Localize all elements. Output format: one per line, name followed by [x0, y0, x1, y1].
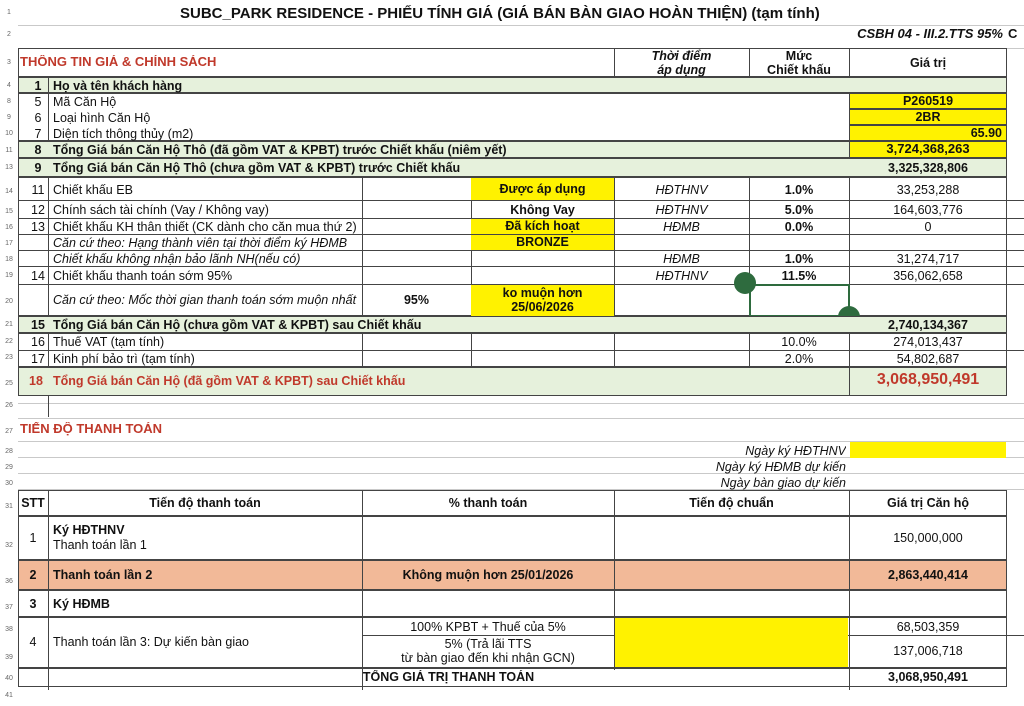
row-number: 21 [5, 321, 13, 328]
unit-type-label: Loại hình Căn Hộ [53, 111, 151, 125]
row-no: 18 [29, 374, 43, 388]
page-title: SUBC_PARK RESIDENCE - PHIẾU TÍNH GIÁ (GIÁ BÁN BÀN GIAO HOÀN THIỆN) (tạm tính) [180, 5, 820, 22]
list-price-value: 3,724,368,263 [849, 141, 1007, 158]
row-number: 19 [5, 272, 13, 279]
finance-policy-rate: 5.0% [784, 203, 814, 217]
row-number: 36 [5, 578, 13, 585]
payment-2-value: 2,863,440,414 [888, 568, 968, 582]
payment-1-sub: Thanh toán lần 1 [53, 538, 147, 552]
row-number: 10 [5, 130, 13, 137]
selection-handle-top-left[interactable] [734, 272, 756, 294]
total-price-label: Tổng Giá bán Căn Hộ (đã gồm VAT & KPBT) sau Chiết khấu [53, 374, 406, 388]
row-number: 29 [5, 464, 13, 471]
maintenance-rate: 2.0% [784, 352, 814, 366]
early-pay-deadline: ko muộn hơn 25/06/2026 [471, 285, 614, 316]
row-no: 17 [31, 352, 45, 366]
section-price-header: THÔNG TIN GIÁ & CHÍNH SÁCH [20, 55, 217, 69]
customer-name-label: Họ và tên khách hàng [53, 79, 183, 93]
row-no: 11 [31, 183, 45, 197]
row-number: 13 [5, 164, 13, 171]
loyal-discount-label: Chiết khấu KH thân thiết (CK dành cho căn mua thứ 2) [53, 220, 357, 234]
list-price-label: Tổng Giá bán Căn Hộ Thô (đã gồm VAT & KPBT) trước Chiết khấu (niêm yết) [53, 143, 507, 157]
row-no: 12 [31, 203, 45, 217]
early-pay-value: 356,062,658 [893, 269, 963, 283]
payment-stt: 1 [29, 531, 37, 545]
row-no: 8 [34, 143, 42, 157]
early-pay-label: Chiết khấu thanh toán sớm 95% [53, 269, 233, 283]
payment-4-value-a: 68,503,359 [896, 620, 960, 634]
eb-discount-time: HĐTHNV [655, 183, 708, 197]
early-pay-basis-pct: 95% [403, 293, 430, 307]
row-no: 14 [31, 269, 45, 283]
col-pct-header: % thanh toán [448, 496, 528, 510]
col-stt-header: STT [21, 496, 45, 510]
base-price-label: Tổng Giá bán Căn Hộ Thô (chưa gồm VAT & KPBT) trước Chiết khấu [53, 161, 461, 175]
no-guarantee-value: 31,274,717 [896, 252, 960, 266]
no-guarantee-rate: 1.0% [784, 252, 814, 266]
row-number: 40 [5, 675, 13, 682]
row-no: 13 [31, 220, 45, 234]
total-payment-label: TỔNG GIÁ TRỊ THANH TOÁN [362, 670, 535, 684]
payment-3-title: Ký HĐMB [53, 597, 110, 611]
payment-4-pct-b: 5% (Trả lãi TTS từ bàn giao đến khi nhận GCN) [401, 637, 575, 666]
finance-policy-value: 164,603,776 [893, 203, 963, 217]
row-number: 3 [7, 59, 11, 66]
early-pay-time: HĐTHNV [655, 269, 708, 283]
row-no: 9 [34, 161, 42, 175]
payment-1-title: Ký HĐTHNV [53, 523, 125, 537]
row-no: 15 [31, 318, 45, 332]
early-pay-basis-label: Căn cứ theo: Mốc thời gian thanh toán sớm muộn nhất [53, 293, 357, 307]
area-value: 65.90 [849, 125, 1007, 141]
vat-rate: 10.0% [781, 335, 817, 349]
row-number: 28 [5, 448, 13, 455]
row-number: 25 [5, 380, 13, 387]
row-number: 16 [5, 224, 13, 231]
row-number: 18 [5, 256, 13, 263]
row-number: 8 [7, 98, 11, 105]
row-number: 1 [7, 9, 11, 16]
row-number: 20 [5, 298, 13, 305]
row-number: 30 [5, 480, 13, 487]
row-number: 14 [5, 188, 13, 195]
col-time-header: Thời điểm áp dụng [651, 49, 712, 78]
row-number: 23 [5, 354, 13, 361]
row-no: 6 [34, 111, 42, 125]
payment-4-title: Thanh toán lần 3: Dự kiến bàn giao [53, 635, 250, 649]
member-tier-label: Căn cứ theo: Hạng thành viên tại thời điểm ký HĐMB [53, 236, 348, 250]
handover-date-label: Ngày bàn giao dự kiến [720, 476, 846, 490]
maintenance-label: Kinh phí bảo trì (tạm tính) [53, 352, 195, 366]
row-no: 1 [34, 79, 42, 93]
sign-date-label: Ngày ký HĐTHNV [745, 444, 846, 458]
eb-discount-value: 33,253,288 [896, 183, 960, 197]
row-number: 26 [5, 402, 13, 409]
loyal-discount-rate: 0.0% [784, 220, 814, 234]
payment-stt: 4 [29, 635, 37, 649]
loyal-discount-time: HĐMB [663, 220, 700, 234]
row-number: 2 [7, 31, 11, 38]
early-pay-rate: 11.5% [781, 269, 817, 283]
eb-discount-label: Chiết khấu EB [53, 183, 133, 197]
finance-policy-time: HĐTHNV [655, 203, 708, 217]
finance-policy-label: Chính sách tài chính (Vay / Không vay) [53, 203, 269, 217]
policy-code-edge: C [1008, 27, 1018, 41]
member-tier-value: BRONZE [471, 235, 614, 250]
row-number: 27 [5, 428, 13, 435]
col-std-header: Tiến độ chuẩn [689, 496, 774, 510]
payment-2-deadline: Không muộn hơn 25/01/2026 [402, 568, 574, 582]
row-number: 11 [5, 147, 13, 154]
payment-2-title: Thanh toán lần 2 [53, 568, 153, 582]
col-rate-header: Mức Chiết khấu [767, 49, 831, 78]
row-number: 41 [5, 692, 13, 699]
row-number: 22 [5, 338, 13, 345]
hdmb-date-label: Ngày ký HĐMB dự kiến [715, 460, 846, 474]
row-number: 17 [5, 240, 13, 247]
row-no: 7 [34, 127, 42, 141]
payment-1-value: 150,000,000 [893, 531, 963, 545]
row-number: 39 [5, 654, 13, 661]
row-number: 15 [5, 208, 13, 215]
cell-selection-box[interactable] [749, 284, 850, 317]
unit-type-value: 2BR [849, 109, 1007, 125]
loyal-discount-status: Đã kích hoạt [471, 219, 614, 234]
row-number: 31 [5, 503, 13, 510]
base-price-value: 3,325,328,806 [888, 161, 968, 175]
unit-code-label: Mã Căn Hộ [53, 95, 117, 109]
loyal-discount-value: 0 [924, 220, 932, 234]
no-guarantee-time: HĐMB [663, 252, 700, 266]
payment-stt: 3 [29, 597, 37, 611]
net-price-label: Tổng Giá bán Căn Hộ (chưa gồm VAT & KPBT) sau Chiết khấu [53, 318, 422, 332]
payment-stt: 2 [29, 568, 37, 582]
finance-policy-status: Không Vay [510, 203, 575, 217]
section-payment-header: TIẾN ĐỘ THANH TOÁN [20, 422, 163, 436]
total-price-value: 3,068,950,491 [876, 371, 980, 388]
vat-label: Thuế VAT (tạm tính) [53, 335, 165, 349]
net-price-value: 2,740,134,367 [888, 318, 968, 332]
eb-discount-rate: 1.0% [784, 183, 814, 197]
row-number: 37 [5, 604, 13, 611]
row-no: 5 [34, 95, 42, 109]
row-number: 9 [7, 114, 11, 121]
payment-4-pct-a: 100% KPBT + Thuế của 5% [410, 620, 566, 634]
policy-code: CSBH 04 - III.2.TTS 95% [857, 27, 1003, 41]
row-number: 4 [7, 82, 11, 89]
maintenance-value: 54,802,687 [896, 352, 960, 366]
sign-date-value[interactable] [850, 442, 1006, 458]
row-number: 38 [5, 626, 13, 633]
col-value-header: Giá trị Căn hộ [887, 496, 969, 510]
row-number: 32 [5, 542, 13, 549]
col-value-header: Giá trị [909, 56, 947, 70]
no-guarantee-label: Chiết khấu không nhận bảo lãnh NH(nếu có) [53, 252, 301, 266]
row-no: 16 [31, 335, 45, 349]
col-progress-header: Tiến độ thanh toán [149, 496, 261, 510]
payment-4-value-b: 137,006,718 [893, 644, 963, 658]
standard-progress-cell[interactable] [615, 618, 848, 667]
vat-value: 274,013,437 [893, 335, 963, 349]
area-label: Diện tích thông thủy (m2) [53, 127, 194, 141]
eb-discount-status: Được áp dụng [471, 178, 614, 200]
total-payment-value: 3,068,950,491 [888, 670, 968, 684]
unit-code-value: P260519 [849, 93, 1007, 109]
